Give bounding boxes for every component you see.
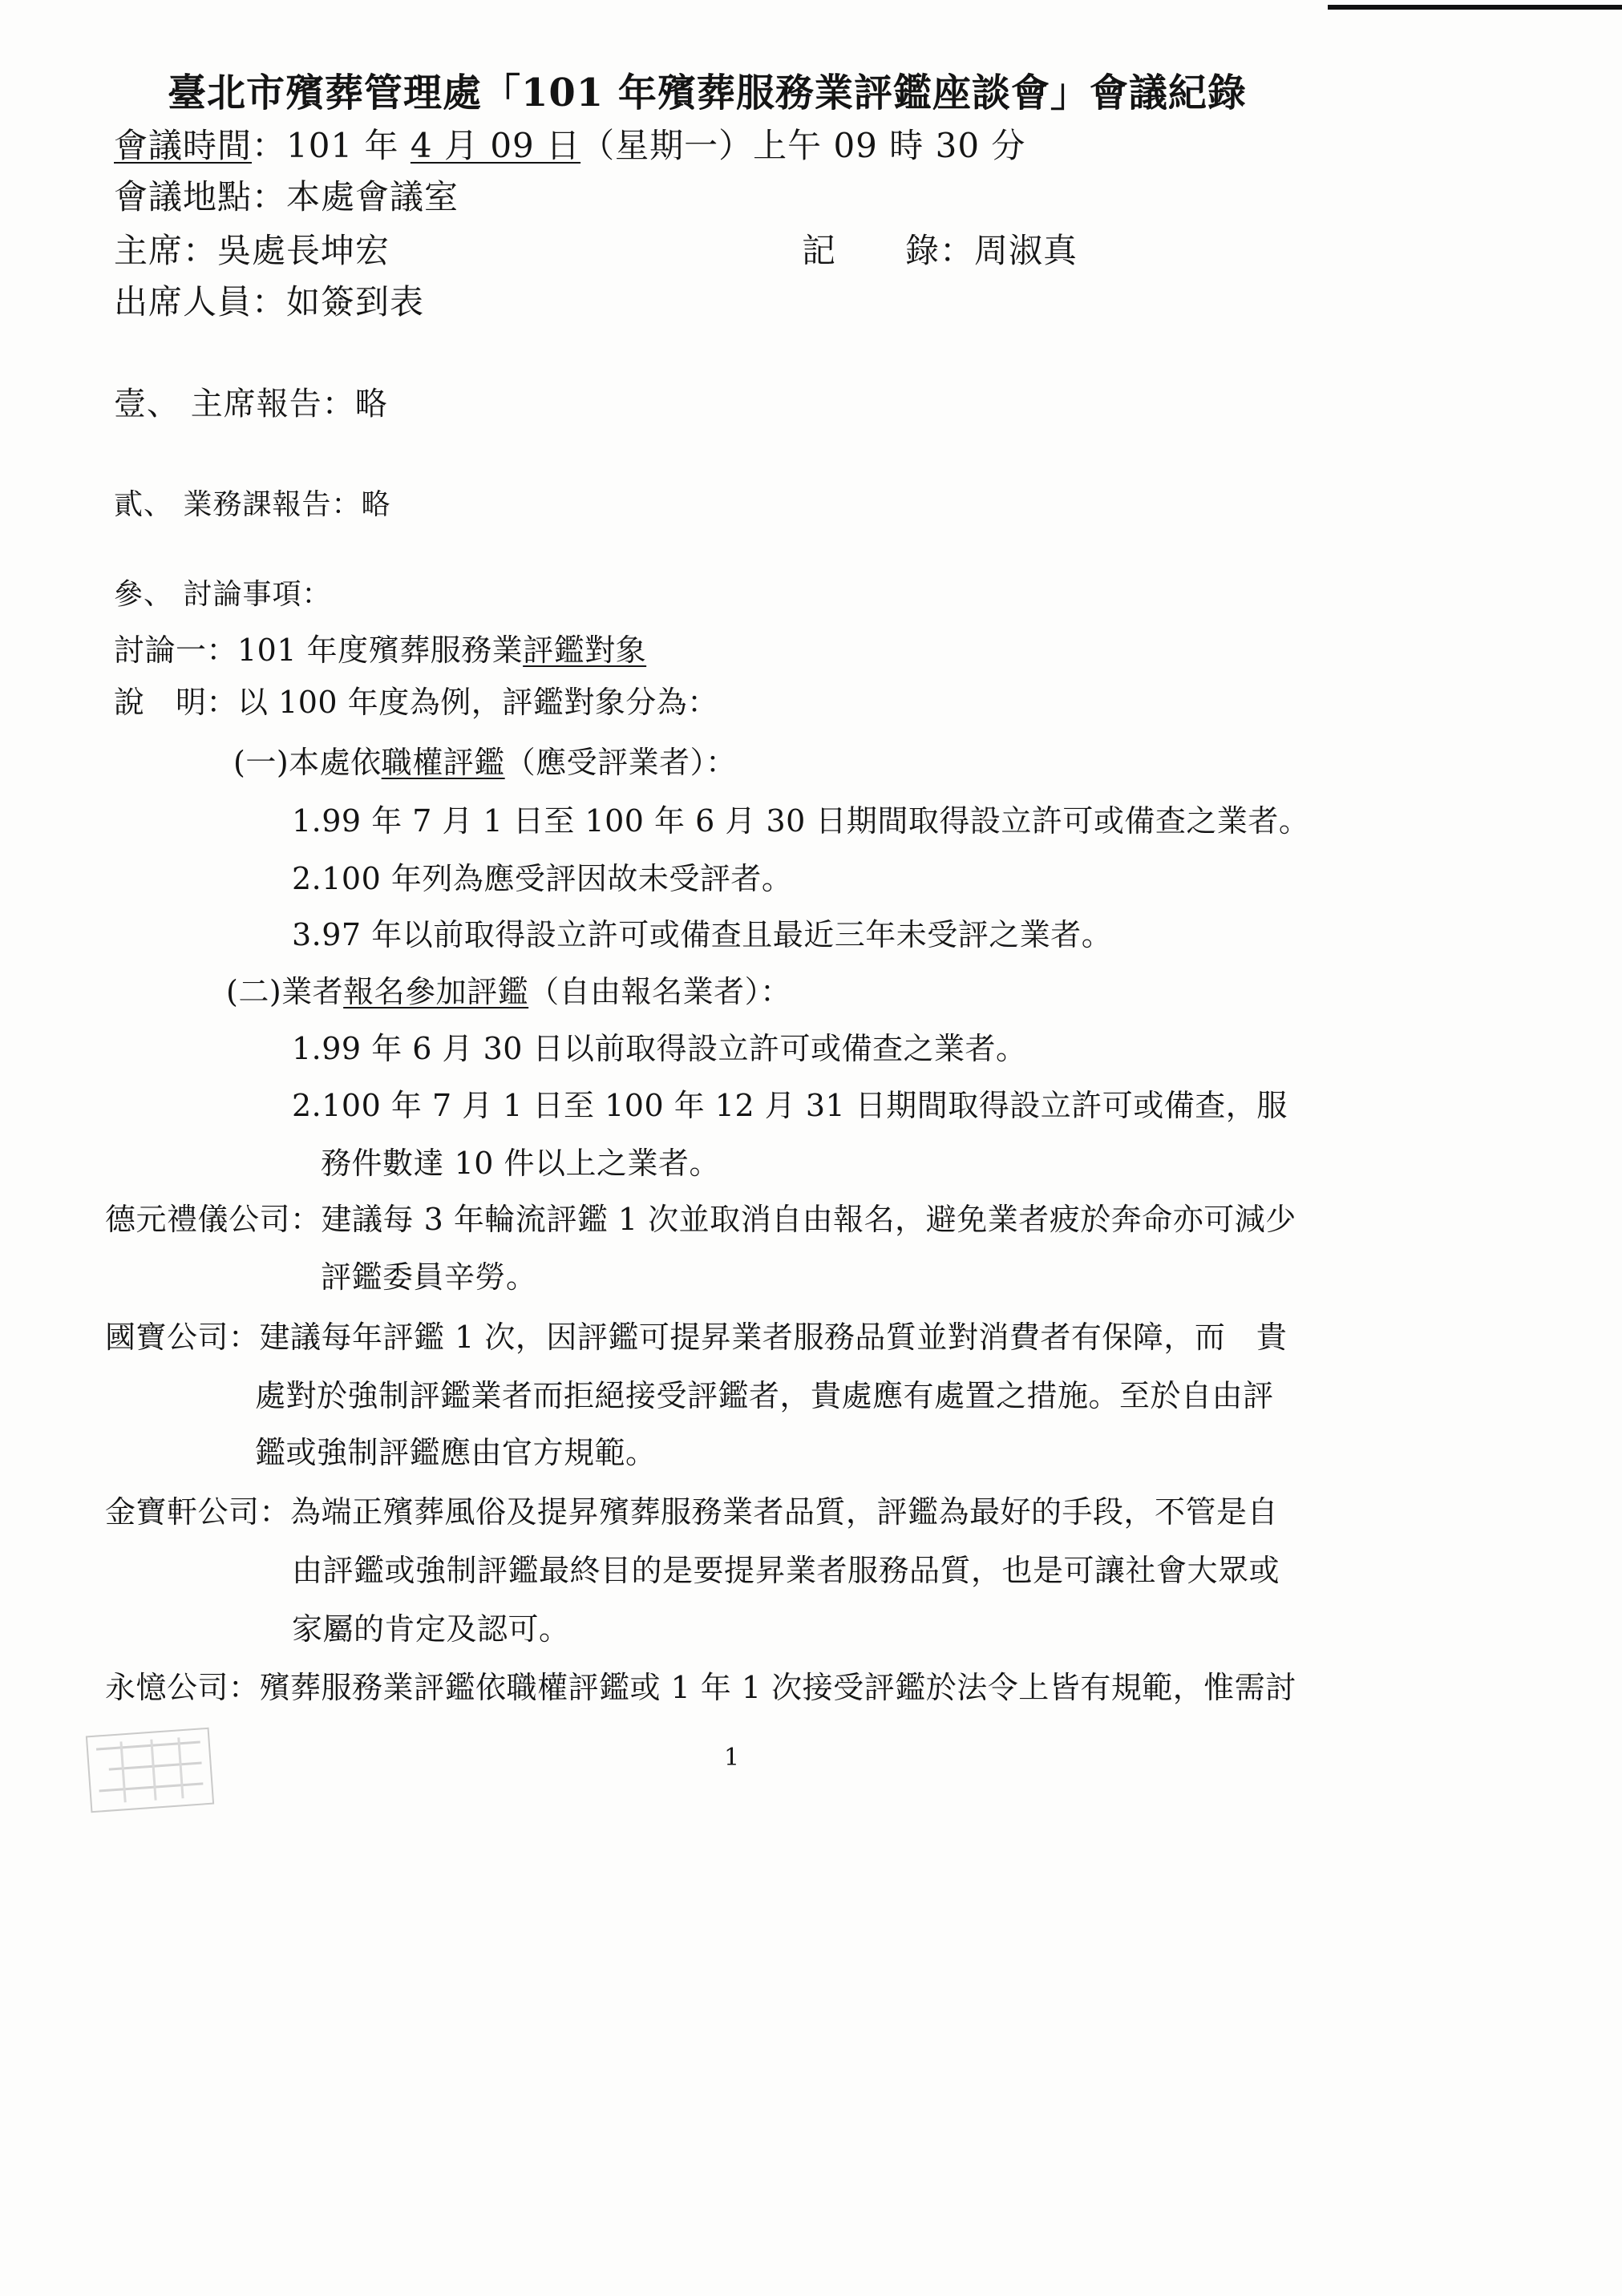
seal-stamp: [86, 1728, 214, 1813]
category-2-item: 1.99 年 6 月 30 日以前取得設立許可或備查之業者。: [292, 1031, 1027, 1066]
comment-speaker: 德元禮儀公司：: [105, 1202, 322, 1237]
category-1-underlined: 職權評鑑: [381, 745, 505, 780]
discussion-1-heading: [114, 633, 646, 669]
section-discussion-items: 參、 討論事項：: [114, 578, 332, 611]
category-1-item: 2.100 年列為應受評因故未受評者。: [292, 861, 793, 896]
meeting-place: 會議地點：本處會議室: [114, 177, 459, 216]
comment-speaker: 永憶公司：: [105, 1670, 260, 1705]
meeting-date: 4 月 09 日: [410, 126, 581, 165]
category-1-item: 3.97 年以前取得設立許可或備查且最近三年未受評之業者。: [292, 917, 1113, 952]
category-2-heading: [226, 974, 791, 1011]
comment-speaker: 國寶公司：: [105, 1320, 260, 1355]
section-business-report: 貳、 業務課報告：略: [114, 488, 391, 521]
comment-yongyi: [105, 1670, 1296, 1707]
comment-text: 殯葬服務業評鑑依職權評鑑或 1 年 1 次接受評鑑於法令上皆有規範，惟需討: [259, 1670, 1296, 1705]
comment-speaker: 金寶軒公司：: [105, 1494, 291, 1530]
comment-text: 建議每 3 年輪流評鑑 1 次並取消自由報名，避免業者疲於奔命亦可減少: [321, 1202, 1296, 1237]
comment-deyuan: [105, 1202, 1296, 1239]
category-1-prefix: (一)本處依: [233, 745, 382, 780]
comment-guobao: [105, 1320, 1287, 1356]
discussion-1-underlined: 評鑑對象: [523, 633, 647, 668]
section-chair-report: 壹、 主席報告：略: [114, 386, 388, 422]
discussion-1-prefix: 討論一：101 年度殯葬服務業: [114, 633, 524, 668]
meeting-time-label: 會議時間: [114, 126, 253, 165]
comment-text: 處對於強制評鑑業者而拒絕接受評鑑者，貴處應有處置之措施。至於自由評: [255, 1378, 1274, 1413]
category-1-item: 1.99 年 7 月 1 日至 100 年 6 月 30 日期間取得設立許可或備查之業者。: [292, 803, 1310, 839]
comment-text: 由評鑑或強制評鑑最終目的是要提昇業者服務品質，也是可讓社會大眾或: [292, 1553, 1280, 1588]
comment-jinbaoxuan: [105, 1494, 1278, 1531]
category-1-heading: [233, 745, 737, 782]
comment-text: 建議每年評鑑 1 次，因評鑑可提昇業者服務品質並對消費者有保障，而 貴: [259, 1320, 1288, 1355]
page-number: 1: [724, 1744, 740, 1772]
discussion-1-explanation: 說 明：以 100 年度為例，評鑑對象分為：: [114, 685, 718, 720]
comment-text: 家屬的肯定及認可。: [292, 1611, 570, 1647]
meeting-time-suffix: （星期一）上午 09 時 30 分: [580, 126, 1026, 165]
meeting-attendees: 出席人員：如簽到表: [114, 282, 425, 321]
meeting-time-prefix: ：101 年: [252, 126, 411, 165]
meeting-chair: 主席：吳處長坤宏: [114, 231, 390, 270]
category-1-suffix: （應受評業者）：: [504, 745, 737, 780]
comment-text: 鑑或強制評鑑應由官方規範。: [255, 1435, 657, 1470]
category-2-prefix: (二)業者: [226, 974, 344, 1009]
meeting-recorder: 記 錄：周淑真: [802, 231, 1078, 270]
document-title: 臺北市殯葬管理處「101 年殯葬服務業評鑑座談會」會議紀錄: [168, 71, 1247, 115]
meeting-time-row: [114, 126, 1025, 166]
comment-text: 評鑑委員辛勞。: [321, 1259, 537, 1295]
scan-edge-bar: [1328, 5, 1622, 10]
category-2-item: 2.100 年 7 月 1 日至 100 年 12 月 31 日期間取得設立許可或備查，服: [292, 1088, 1288, 1123]
category-2-suffix: （自由報名業者）：: [528, 974, 791, 1009]
category-2-underlined: 報名參加評鑑: [343, 974, 529, 1009]
comment-text: 為端正殯葬風俗及提昇殯葬服務業者品質，評鑑為最好的手段，不管是自: [290, 1494, 1279, 1530]
category-2-item-continuation: 務件數達 10 件以上之業者。: [321, 1146, 721, 1181]
